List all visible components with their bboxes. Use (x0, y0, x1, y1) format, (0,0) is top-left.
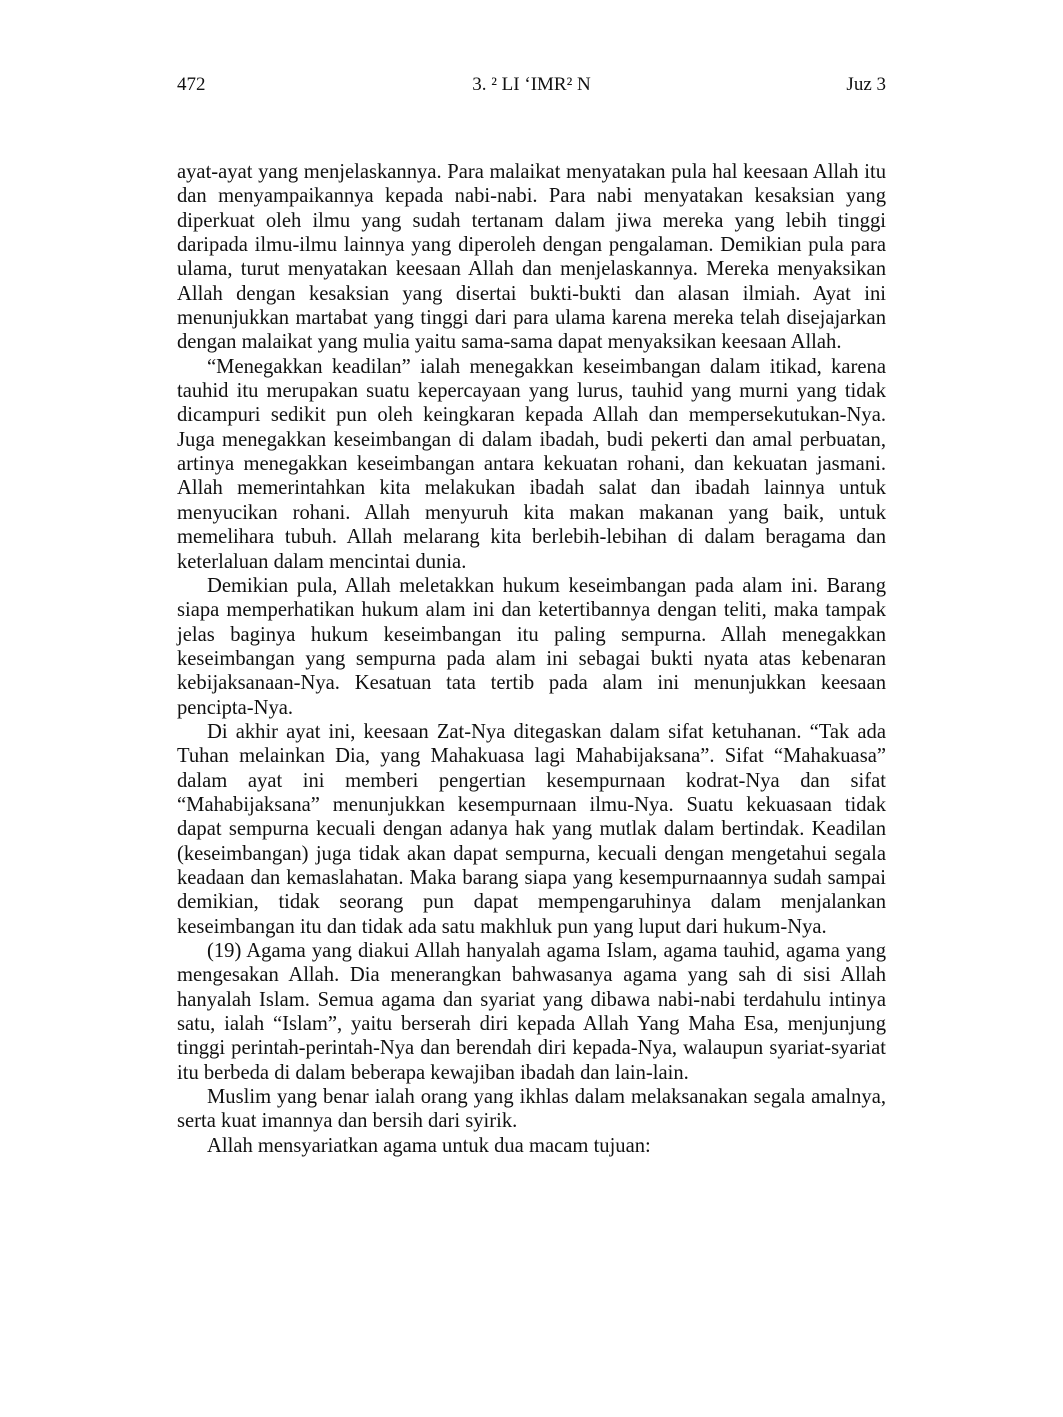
paragraph-continued: ayat-ayat yang menjelaskannya. Para malaikat menyatakan pula hal keesaan Allah itu dan menyampaikannya kepada nabi-nabi. Para nabi menyatakan kesaksian yang diperkuat oleh ilmu yang sudah tertanam dalam jiwa mereka yang lebih tinggi daripada ilmu-ilmu lainnya yang diperoleh dengan pengalaman. Demikian pula para ulama, turut menyatakan keesaan Allah dan menjelaskannya. Mereka menyaksikan Allah dengan kesaksian yang disertai bukti-bukti dan alasan ilmiah. Ayat ini menunjukkan martabat yang tinggi dari para ulama karena mereka telah disejajarkan dengan malaikat yang mulia yaitu sama-sama dapat menyaksikan keesaan Allah. (177, 161, 886, 354)
page-number: 472 (177, 74, 206, 95)
paragraph: “Menegakkan keadilan” ialah menegakkan keseimbangan dalam itikad, karena tauhid itu merupakan suatu kepercayaan yang lurus, tauhid yang murni yang tidak dicampuri sedikit pun oleh keingkaran kepada Allah dan mempersekutukan-Nya. Juga menegakkan keseimbangan di dalam ibadah, budi pekerti dan amal perbuatan, artinya menegakkan keseimbangan antara kekuatan rohani, dan kekuatan jasmani. Allah memerintahkan kita melakukan ibadah salat dan ibadah lainnya untuk menyucikan rohani. Allah menyuruh kita makan makanan yang baik, untuk memelihara tubuh. Allah melarang kita berlebih-lebihan di dalam beragama dan keterlaluan dalam mencintai dunia. (177, 355, 886, 573)
paragraph: Muslim yang benar ialah orang yang ikhlas dalam melaksanakan segala amalnya, serta kuat imannya dan bersih dari syirik. (177, 1086, 886, 1133)
paragraph: Di akhir ayat ini, keesaan Zat-Nya ditegaskan dalam sifat ketuhanan. “Tak ada Tuhan melainkan Dia, yang Mahakuasa lagi Mahabijaksana”. Sifat “Mahakuasa” dalam ayat ini memberi pengertian kesempurnaan kodrat-Nya dan sifat “Mahabijaksana” menunjukkan kesempurnaan ilmu-Nya. Suatu kekuasaan tidak dapat sempurna kecuali dengan adanya hak yang mutlak dalam bertindak. Keadilan (keseimbangan) juga tidak akan dapat sempurna, kecuali dengan mengetahui segala keadaan dan kemaslahatan. Maka barang siapa yang kesempurnaannya sudah sampai demikian, tidak seorang pun dapat mempengaruhinya dalam menjalankan keseimbangan itu dan tidak ada satu makhluk pun yang luput dari hukum-Nya. (177, 720, 886, 938)
body-text (177, 160, 886, 1158)
juz-label: Juz 3 (846, 74, 886, 95)
paragraph: Allah mensyariatkan agama untuk dua macam tujuan: (207, 1134, 651, 1157)
paragraph: (19) Agama yang diakui Allah hanyalah agama Islam, agama tauhid, agama yang mengesakan Allah. Dia menerangkan bahwasanya agama yang sah di sisi Allah hanyalah Islam. Semua agama dan syariat yang dibawa nabi-nabi terdahulu intinya satu, ialah “Islam”, yaitu berserah diri kepada Allah Yang Maha Esa, menjunjung tinggi perintah-perintah-Nya dan berendah diri kepada-Nya, walaupun syariat-syariat itu berbeda di dalam beberapa kewajiban ibadah dan lain-lain. (177, 940, 886, 1084)
paragraph: Demikian pula, Allah meletakkan hukum keseimbangan pada alam ini. Barang siapa memperhatikan hukum alam ini dan ketertibannya dengan teliti, maka tampak jelas baginya hukum keseimbangan itu paling sempurna. Allah menegakkan keseimbangan yang sempurna pada alam ini sebagai bukti nyata atas kebenaran kebijaksanaan-Nya. Kesatuan tata tertib pada alam ini menunjukkan keesaan pencipta-Nya. (177, 574, 886, 719)
chapter-title: 3. ² LI ‘IMR² N (472, 74, 591, 95)
running-header (177, 72, 886, 98)
